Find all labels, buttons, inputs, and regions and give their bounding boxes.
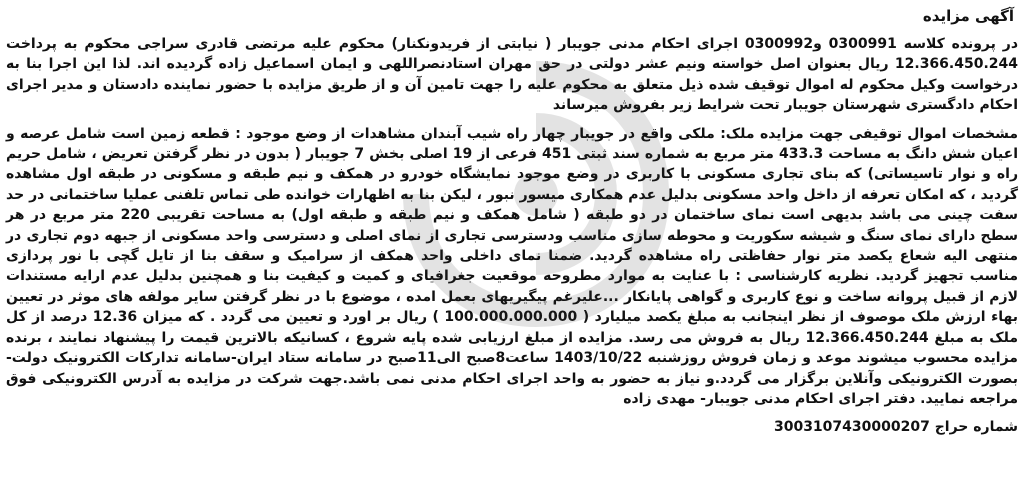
notice-intro-paragraph: در پرونده کلاسه 0300991 و0300992 اجرای احکام مدنی جویبار ( نیابتی از فریدونکنار) محکوم علیه مرتضی قادری سراجی محکوم به پرداخت 12.366.450.244 ریال بعنوان اصل خواسته ونیم عشر دولتی در حق مهران استادنصراللهی و ایمان اسماعیل زاده گردیده اند. لذا این اجرا بنا به درخواست وکیل محکوم له اموال توقیف شده ذیل متعلق به محکوم علیه را جهت تامین آن و از طریق مزایده با حضور نماینده دادستان و مدیر اجرای احکام دادگستری شهرستان جویبار تحت شرایط زیر بفروش میرساند — [6, 36, 1018, 114]
auction-number-value: 3003107430000207 — [773, 419, 930, 436]
auction-number-label: شماره حراج — [934, 419, 1018, 436]
auction-notice — [6, 4, 1018, 477]
auction-number-line — [6, 417, 1018, 437]
property-details-paragraph: مشخصات اموال توقیفی جهت مزایده ملک: ملکی واقع در جویبار چهار راه شیب آبندان مشاهدات از وضع موجود : قطعه زمین است شامل عرصه و اعیان شش دانگ به مساحت 433.3 متر مربع به شماره سند ثبتی 451 فرعی از 19 اصلی بخش 7 جویبار ( بدون در نظر گرفتن تعریض ، شامل حریم راه و نوار تاسیساتی) که بنای تجاری مسکونی با کاربری در وضع موجود نمایشگاه خودرو در همکف و نیم طبقه و مسکونی در طبقه اول مشاهده گردید ، که امکان تعرفه از داخل واحد مسکونی بدلیل عدم همکاری میسور نبور ، لیکن بنا به اظهارات خوانده طی تماس تلفنی عملیا ساختمانی در حد سفت چینی می باشد بدیهی است نمای ساختمان در دو طبقه ( شامل همکف و نیم طبقه و طبقه اول) به مساحت تقریبی 220 متر مربع در هر سطح دارای نمای سنگ و شیشه سکوریت و محوطه سازی مناسب ودسترسی تجاری از نمای اصلی و دسترسی واحد مسکونی از جبهه دوم تجاری در منتهی الیه شعاع یکصد متر نوار حفاظتی راه مشاهده گردید. ضمنا نمای داخلی واحد همکف از سرامیک و سقف بنا از تایل گچی با نور پردازی مناسب تجهیز گردید. نظریه کارشناسی : با عنایت به موارد مطروحه موقعیت جغرافیای و کمیت و کیفیت بنا و همچنین بدلیل عدم ارایه مستندات لازم از قبیل پروانه ساخت و نوع کاربری و گواهی پایانکار ...علیرغم پیگیریهای بعمل امده ، موضوع با در نظر گرفتن سایر مولفه های موثر در تعیین بهاء ارزش ملک موصوف از نظر اینجانب به مبلغ یکصد میلیارد ( 100.000.000.000 ) ریال بر اورد و تعیین می گردد . که میزان 12.36 درصد از کل ملک به مبلغ 12.366.450.244 ریال به فروش می رسد. مزایده از مبلغ ارزیابی شده پایه شروع ، کسانیکه بالاترین قیمت را پیشنهاد نمایند ، برنده مزایده محسوب میشوند موعد و زمان فروش روزشنبه 1403/10/22 ساعت8صبح الی11صبح در سامانه ستاد ایران-سامانه تدارکات الکترونیک دولت-بصورت الکترونیکی وآنلاین برگزار می گردد.و نیاز به حضور به واحد اجرای احکام مدنی نمی باشد.جهت شرکت در مزایده به آدرس الکترونیکی فوق مراجعه نمایید. دفتر اجرای احکام مدنی جویبار- مهدی زاده — [6, 125, 1018, 407]
notice-title: آگهی مزایده — [922, 7, 1014, 25]
